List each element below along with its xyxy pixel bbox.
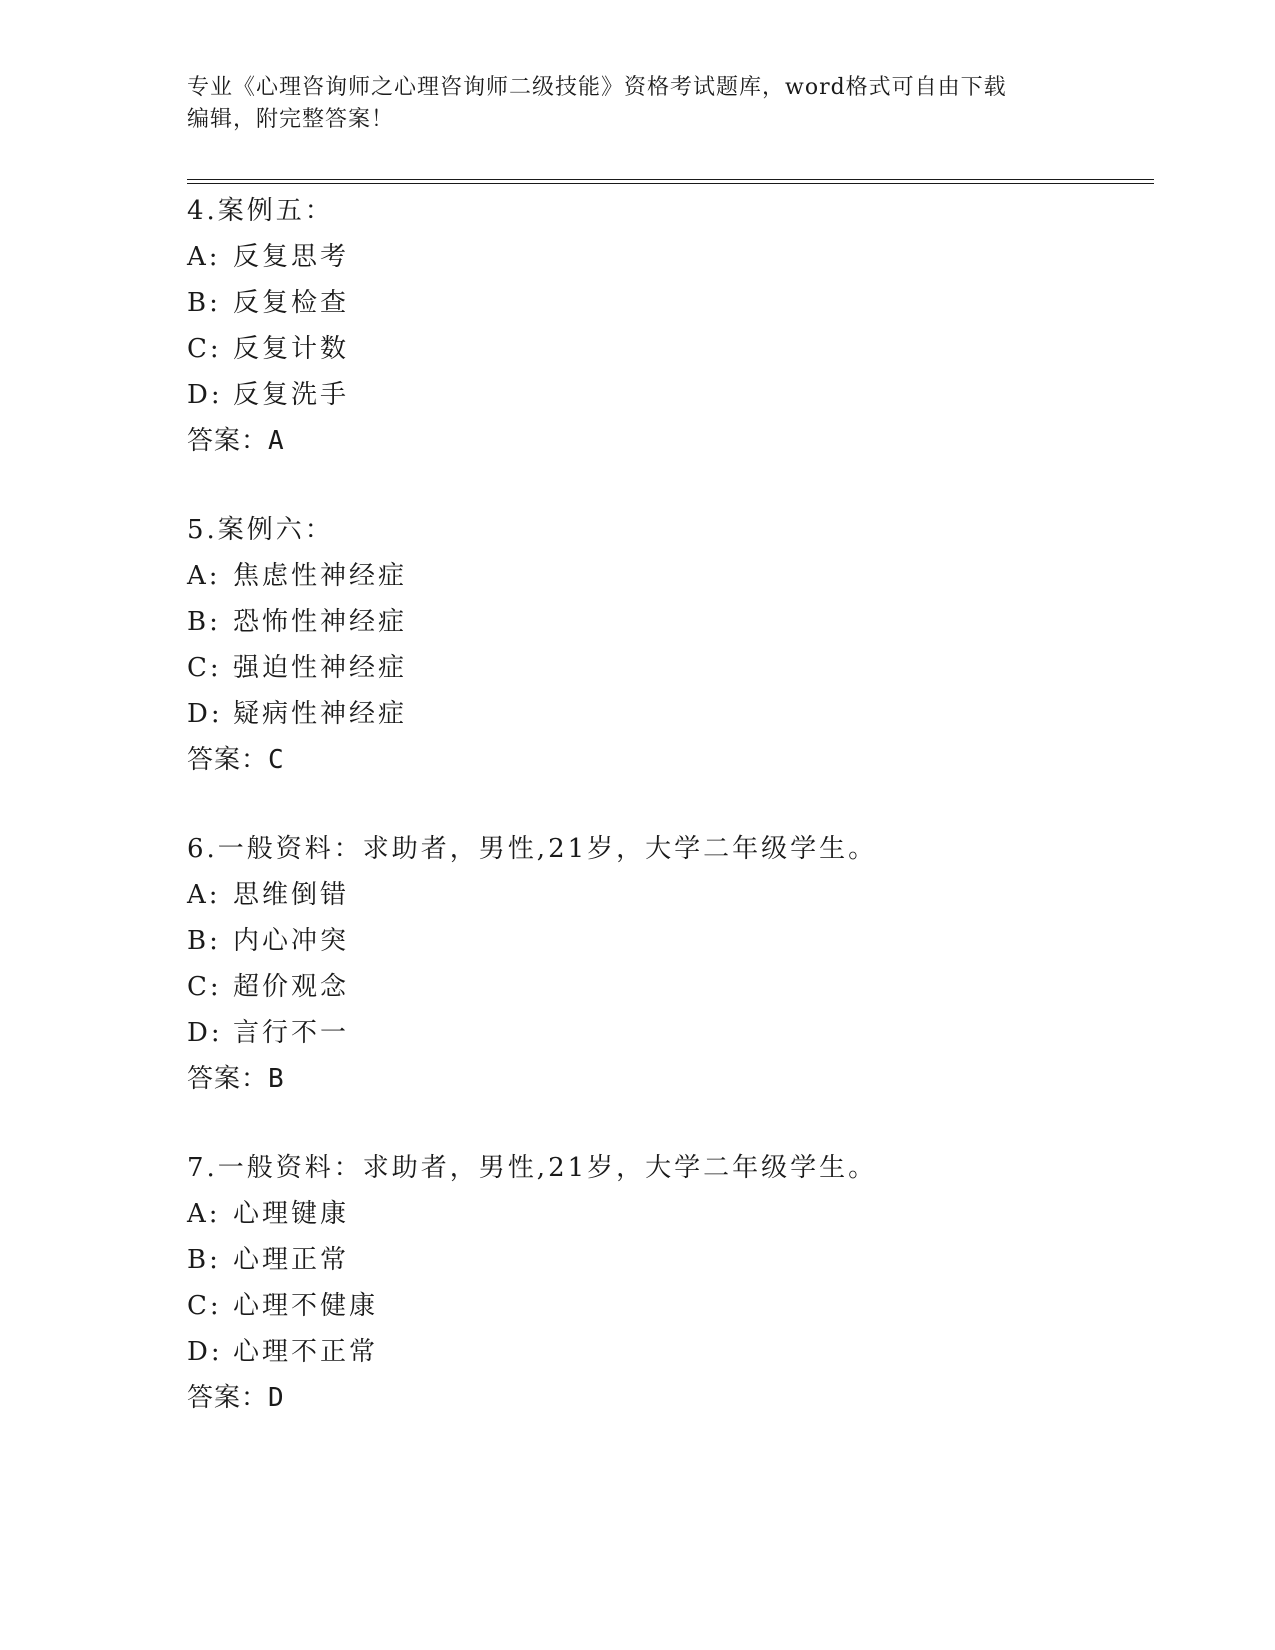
header-line-2: 编辑，附完整答案！ bbox=[187, 107, 395, 132]
option-b bbox=[187, 599, 1187, 645]
answer-line bbox=[187, 737, 1187, 783]
option-key: D: bbox=[187, 699, 223, 729]
question-title: 4.案例五： bbox=[187, 196, 334, 226]
option-c bbox=[187, 964, 1187, 1010]
option-text: 心理不健康 bbox=[233, 1291, 379, 1321]
answer-value: A bbox=[268, 426, 287, 456]
option-a bbox=[187, 234, 1187, 280]
option-text: 恐怖性神经症 bbox=[233, 607, 408, 637]
option-text: 强迫性神经症 bbox=[233, 653, 408, 683]
answer-label: 答案： bbox=[187, 745, 269, 775]
option-b bbox=[187, 280, 1187, 326]
option-key: D: bbox=[187, 1018, 223, 1048]
question-6 bbox=[187, 826, 1187, 1102]
answer-value: D bbox=[268, 1383, 287, 1413]
header-line-1: 专业《心理咨询师之心理咨询师二级技能》资格考试题库，word格式可自由下载 bbox=[187, 75, 1007, 100]
option-text: 反复洗手 bbox=[233, 380, 350, 410]
question-5 bbox=[187, 507, 1187, 783]
option-key: D: bbox=[187, 1337, 223, 1367]
option-key: B: bbox=[187, 926, 221, 956]
option-text: 反复检查 bbox=[233, 288, 350, 318]
option-c bbox=[187, 1283, 1187, 1329]
question-7 bbox=[187, 1145, 1187, 1421]
option-d bbox=[187, 1010, 1187, 1056]
header-divider-bottom bbox=[187, 183, 1154, 184]
option-key: A: bbox=[187, 880, 221, 910]
header-divider-top bbox=[187, 179, 1154, 180]
option-d bbox=[187, 372, 1187, 418]
answer-line bbox=[187, 1056, 1187, 1102]
option-key: C: bbox=[187, 972, 222, 1002]
option-key: B: bbox=[187, 288, 221, 318]
option-key: C: bbox=[187, 653, 222, 683]
option-text: 焦虑性神经症 bbox=[233, 561, 408, 591]
question-title: 6.一般资料：求助者，男性,21岁，大学二年级学生。 bbox=[187, 834, 878, 864]
option-text: 言行不一 bbox=[233, 1018, 350, 1048]
answer-value: B bbox=[268, 1064, 287, 1094]
option-key: A: bbox=[187, 561, 221, 591]
question-title: 5.案例六： bbox=[187, 515, 334, 545]
question-4 bbox=[187, 188, 1187, 464]
option-a bbox=[187, 872, 1187, 918]
option-c bbox=[187, 326, 1187, 372]
option-text: 心理正常 bbox=[233, 1245, 350, 1275]
option-b bbox=[187, 918, 1187, 964]
option-text: 心理键康 bbox=[233, 1199, 350, 1229]
option-key: A: bbox=[187, 242, 221, 272]
option-key: C: bbox=[187, 334, 222, 364]
option-c bbox=[187, 645, 1187, 691]
option-text: 反复思考 bbox=[233, 242, 350, 272]
option-text: 心理不正常 bbox=[233, 1337, 379, 1367]
option-b bbox=[187, 1237, 1187, 1283]
option-a bbox=[187, 1191, 1187, 1237]
option-text: 超价观念 bbox=[233, 972, 350, 1002]
option-key: B: bbox=[187, 1245, 221, 1275]
answer-line bbox=[187, 1375, 1187, 1421]
option-key: A: bbox=[187, 1199, 221, 1229]
option-key: D: bbox=[187, 380, 223, 410]
answer-label: 答案： bbox=[187, 1383, 269, 1413]
answer-label: 答案： bbox=[187, 1064, 269, 1094]
answer-line bbox=[187, 418, 1187, 464]
option-d bbox=[187, 691, 1187, 737]
option-text: 疑病性神经症 bbox=[233, 699, 408, 729]
option-a bbox=[187, 553, 1187, 599]
document-header bbox=[187, 72, 1087, 136]
option-key: B: bbox=[187, 607, 221, 637]
option-text: 内心冲突 bbox=[233, 926, 350, 956]
answer-value: C bbox=[268, 745, 287, 775]
question-title: 7.一般资料：求助者，男性,21岁，大学二年级学生。 bbox=[187, 1153, 878, 1183]
option-text: 反复计数 bbox=[233, 334, 350, 364]
option-key: C: bbox=[187, 1291, 222, 1321]
option-d bbox=[187, 1329, 1187, 1375]
option-text: 思维倒错 bbox=[233, 880, 350, 910]
answer-label: 答案： bbox=[187, 426, 269, 456]
